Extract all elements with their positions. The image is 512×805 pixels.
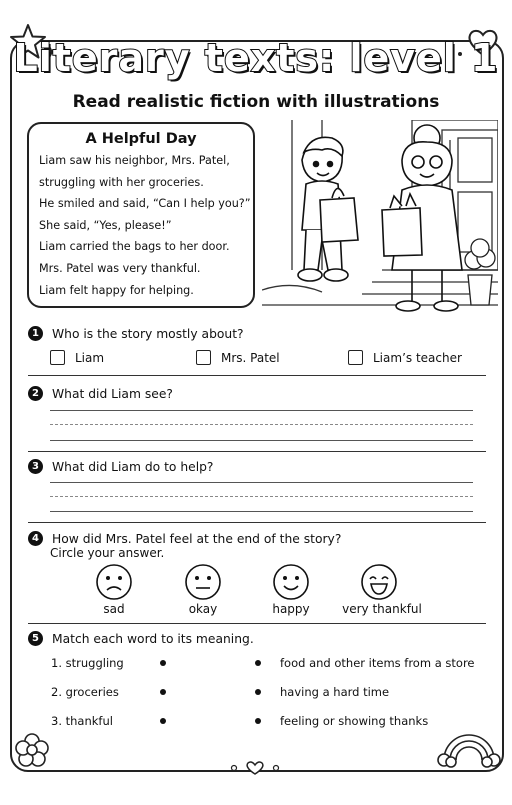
story-box [27,122,255,308]
answer-line[interactable] [50,440,473,441]
question-text: What did Liam do to help? [52,459,214,474]
question-number: 3 [28,459,43,474]
story-title: A Helpful Day [85,131,197,147]
match-dot-right[interactable] [255,660,261,666]
match-word: 2. groceries [51,685,119,699]
question-number: 4 [28,531,43,546]
question-number: 5 [28,631,43,646]
story-line: She said, “Yes, please!” [39,218,172,232]
checkbox[interactable] [196,350,211,365]
q1-option-teacher[interactable] [348,350,462,365]
face-label-okay: okay [188,602,218,616]
question-3 [28,459,213,474]
section-divider [28,375,486,376]
question-text: Who is the story mostly about? [52,326,244,341]
match-dot-left[interactable] [160,660,166,666]
question-text: What did Liam see? [52,386,173,401]
answer-line[interactable] [50,410,473,411]
match-dot-left[interactable] [160,689,166,695]
story-line: Mrs. Patel was very thankful. [39,261,201,275]
section-divider [28,623,486,624]
question-text: Match each word to its meaning. [52,631,254,646]
option-label: Liam’s teacher [373,350,462,365]
match-dot-right[interactable] [255,718,261,724]
story-line: Liam carried the bags to her door. [39,240,230,254]
very-happy-face-icon[interactable] [360,563,398,601]
flower-icon [12,730,52,770]
question-2 [28,386,173,401]
section-divider [28,522,486,523]
match-meaning: food and other items from a store [280,656,475,670]
answer-guide-line [50,424,473,425]
answer-line[interactable] [50,482,473,483]
answer-line[interactable] [50,511,473,512]
question-1 [28,326,244,341]
happy-face-icon[interactable] [272,563,310,601]
match-word: 1. struggling [51,656,124,670]
q1-option-liam[interactable] [50,350,104,365]
rainbow-icon [436,716,502,768]
q1-option-mrs-patel[interactable] [196,350,280,365]
question-4 [28,531,341,546]
page-subtitle: Read realistic fiction with illustrations [72,92,440,112]
story-line: struggling with her groceries. [39,175,204,189]
neutral-face-icon[interactable] [184,563,222,601]
story-illustration [262,120,498,320]
story-line: He smiled and said, “Can I help you?” [39,197,251,211]
question-instruction: Circle your answer. [50,546,165,560]
section-divider [28,451,486,452]
sad-face-icon[interactable] [95,563,133,601]
question-number: 2 [28,386,43,401]
bottom-heart-decoration [150,758,360,778]
match-dot-left[interactable] [160,718,166,724]
option-label: Liam [75,350,105,365]
page-title: Literary texts: level 1 [13,36,499,80]
match-word: 3. thankful [51,714,113,728]
story-line: Liam felt happy for helping. [39,283,194,297]
face-label-very-thankful: very thankful [342,602,422,616]
question-number: 1 [28,326,43,341]
checkbox[interactable] [348,350,363,365]
question-5 [28,631,254,646]
checkbox[interactable] [50,350,65,365]
story-line: Liam saw his neighbor, Mrs. Patel, [39,154,230,167]
answer-guide-line [50,496,473,497]
match-dot-right[interactable] [255,689,261,695]
question-text: How did Mrs. Patel feel at the end of the story? [52,531,342,546]
option-label: Mrs. Patel [221,350,280,365]
match-meaning: having a hard time [280,685,390,699]
face-label-sad: sad [103,602,125,616]
match-meaning: feeling or showing thanks [280,714,429,728]
face-label-happy: happy [272,602,310,616]
